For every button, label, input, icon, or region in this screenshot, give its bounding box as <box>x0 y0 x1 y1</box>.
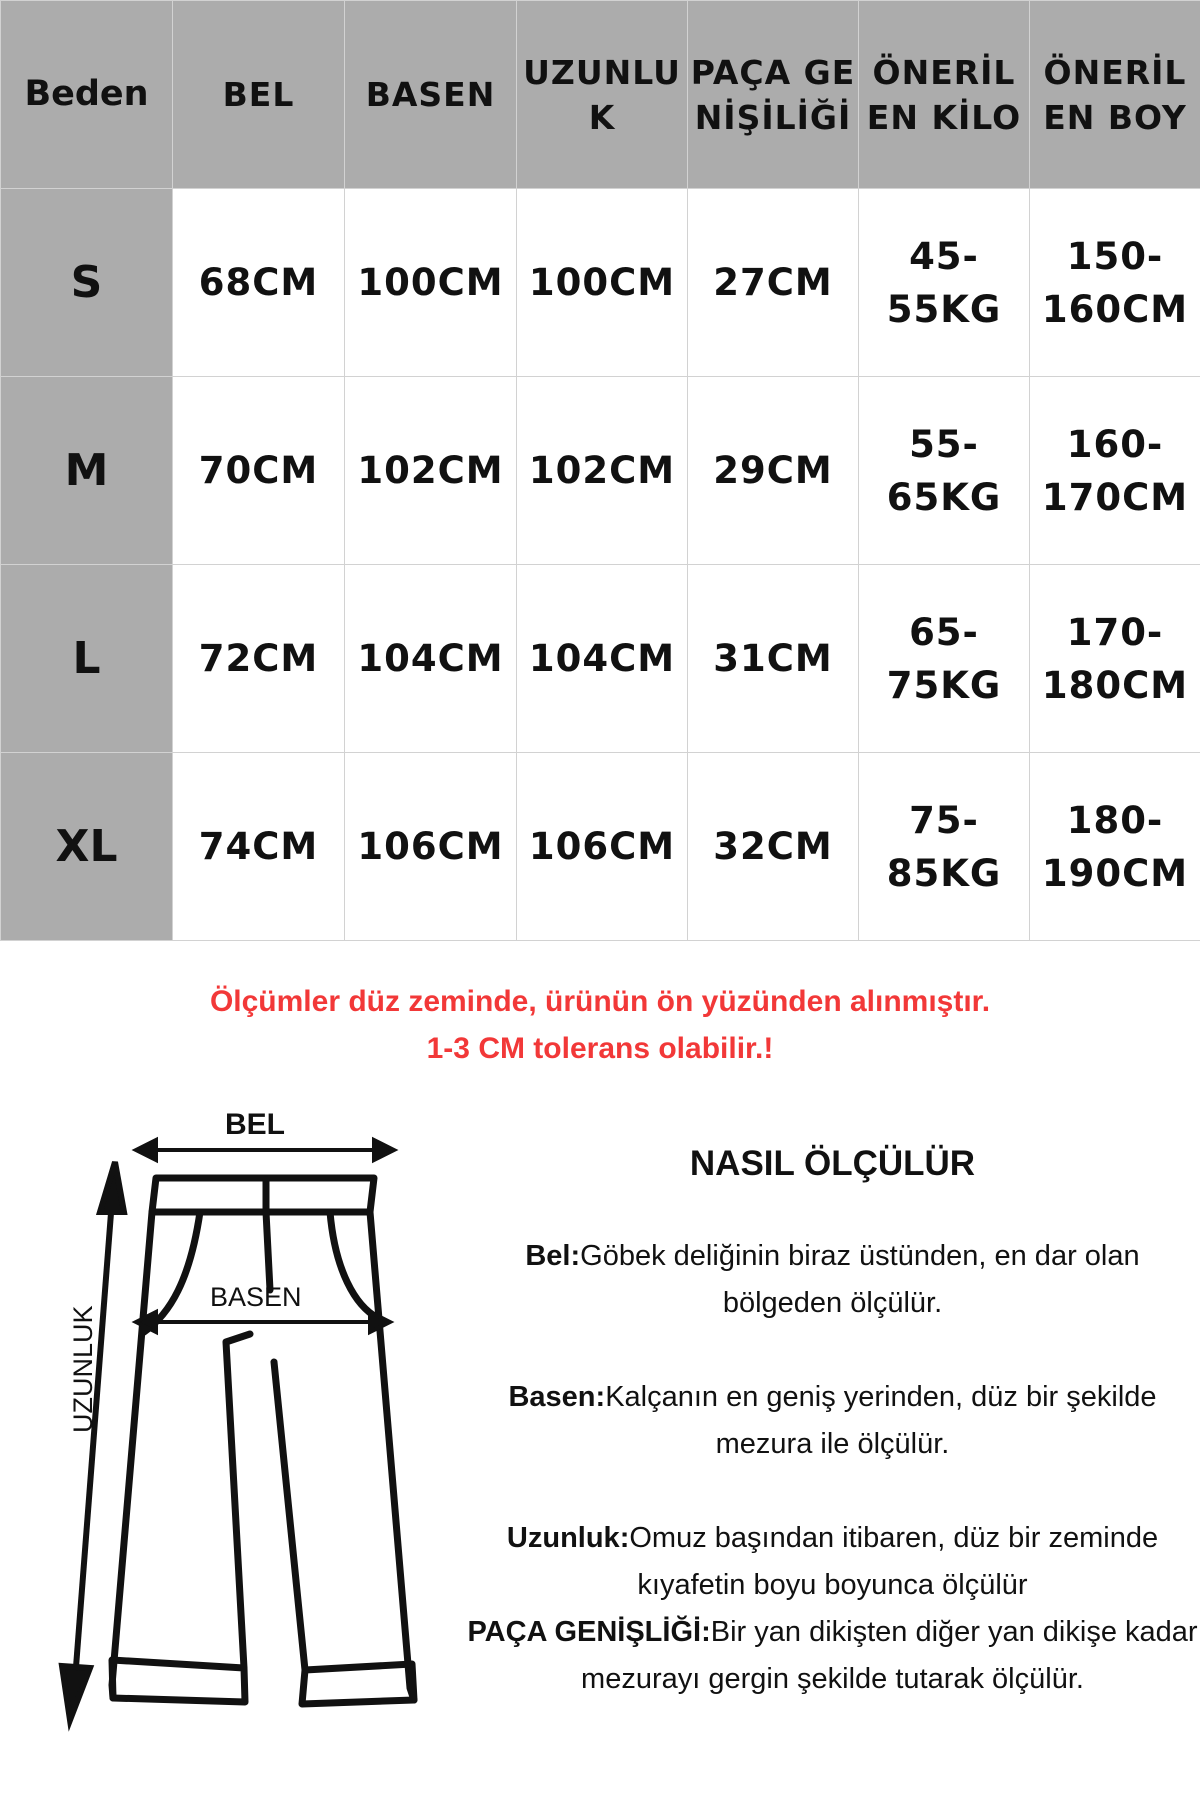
bel-cell: 68CM <box>173 189 345 377</box>
note-line-1: Ölçümler düz zeminde, ürünün ön yüzünden alınmıştır. <box>209 985 991 1018</box>
basen-cell: 102CM <box>345 377 517 565</box>
guide-text: Bir yan dikişten diğer yan dikişe kadar mezurayı gergin şekilde tutarak ölçülür. <box>581 1616 1198 1695</box>
trousers-diagram <box>40 1100 440 1740</box>
table-row <box>1 189 1200 377</box>
guide-text: Omuz başından itibaren, düz bir zeminde kıyafetin boyu boyunca ölçülür <box>629 1522 1159 1601</box>
guide-item-paca: PAÇA GENİŞLİĞİ:Bir yan dikişten diğer yan dikişe kadar mezurayı gergin şekilde tutarak ölçülür. <box>467 1616 1198 1695</box>
bel-label: BEL <box>225 1108 285 1141</box>
basen-cell: 100CM <box>345 189 517 377</box>
header-uzunluk: UZUNLUK <box>517 1 688 189</box>
uzunluk-cell: 102CM <box>517 377 688 565</box>
guide-term: Basen <box>508 1381 596 1413</box>
uzunluk-cell: 100CM <box>517 189 688 377</box>
size-label-cell: XL <box>1 753 173 941</box>
table-row <box>1 377 1200 565</box>
note-line-2: 1-3 CM tolerans olabilir.! <box>426 1032 774 1065</box>
trousers-outline-icon <box>40 1100 440 1740</box>
basen-cell: 106CM <box>345 753 517 941</box>
size-label-cell: L <box>1 565 173 753</box>
boy-cell: 150- 160CM <box>1030 189 1200 377</box>
measurement-note <box>0 978 1200 1072</box>
header-onerilen-kilo: ÖNERİLEN KİLO <box>859 1 1030 189</box>
guide-term: Bel <box>525 1240 571 1272</box>
header-onerilen-boy: ÖNERİLEN BOY <box>1030 1 1200 189</box>
bel-cell: 72CM <box>173 565 345 753</box>
paca-cell: 27CM <box>688 189 859 377</box>
bel-cell: 70CM <box>173 377 345 565</box>
guide-item-basen: Basen:Kalçanın en geniş yerinden, düz bir şekilde mezura ile ölçülür. <box>508 1381 1157 1460</box>
size-label-cell: M <box>1 377 173 565</box>
guide-item-bel: Bel:Göbek deliğinin biraz üstünden, en dar olan bölgeden ölçülür. <box>525 1240 1140 1319</box>
guide-term: Uzunluk <box>506 1522 620 1554</box>
table-row <box>1 753 1200 941</box>
header-beden: Beden <box>1 1 173 189</box>
header-paca-genisligi: PAÇA GENİŞİLİĞİ <box>688 1 859 189</box>
header-bel: BEL <box>173 1 345 189</box>
boy-cell: 180- 190CM <box>1030 753 1200 941</box>
table-header-row <box>1 1 1200 189</box>
basen-cell: 104CM <box>345 565 517 753</box>
guide-text: Göbek deliğinin biraz üstünden, en dar olan bölgeden ölçülür. <box>580 1240 1140 1319</box>
kilo-cell: 55- 65KG <box>859 377 1030 565</box>
table-row <box>1 565 1200 753</box>
uzunluk-label: UZUNLUK <box>68 1305 98 1433</box>
guide-text: Kalçanın en geniş yerinden, düz bir şekilde mezura ile ölçülür. <box>605 1381 1157 1460</box>
paca-cell: 32CM <box>688 753 859 941</box>
paca-cell: 29CM <box>688 377 859 565</box>
measurement-guide <box>465 1140 1200 1703</box>
guide-title: NASIL ÖLÇÜLÜR <box>689 1144 976 1183</box>
boy-cell: 170- 180CM <box>1030 565 1200 753</box>
kilo-cell: 75- 85KG <box>859 753 1030 941</box>
bel-cell: 74CM <box>173 753 345 941</box>
uzunluk-cell: 104CM <box>517 565 688 753</box>
basen-label: BASEN <box>210 1282 302 1312</box>
size-label-cell: S <box>1 189 173 377</box>
uzunluk-cell: 106CM <box>517 753 688 941</box>
kilo-cell: 45- 55KG <box>859 189 1030 377</box>
boy-cell: 160- 170CM <box>1030 377 1200 565</box>
guide-term: PAÇA GENİŞLİĞİ <box>467 1616 702 1648</box>
paca-cell: 31CM <box>688 565 859 753</box>
guide-item-uzunluk: Uzunluk:Omuz başından itibaren, düz bir zeminde kıyafetin boyu boyunca ölçülür <box>506 1522 1159 1601</box>
header-basen: BASEN <box>345 1 517 189</box>
kilo-cell: 65- 75KG <box>859 565 1030 753</box>
